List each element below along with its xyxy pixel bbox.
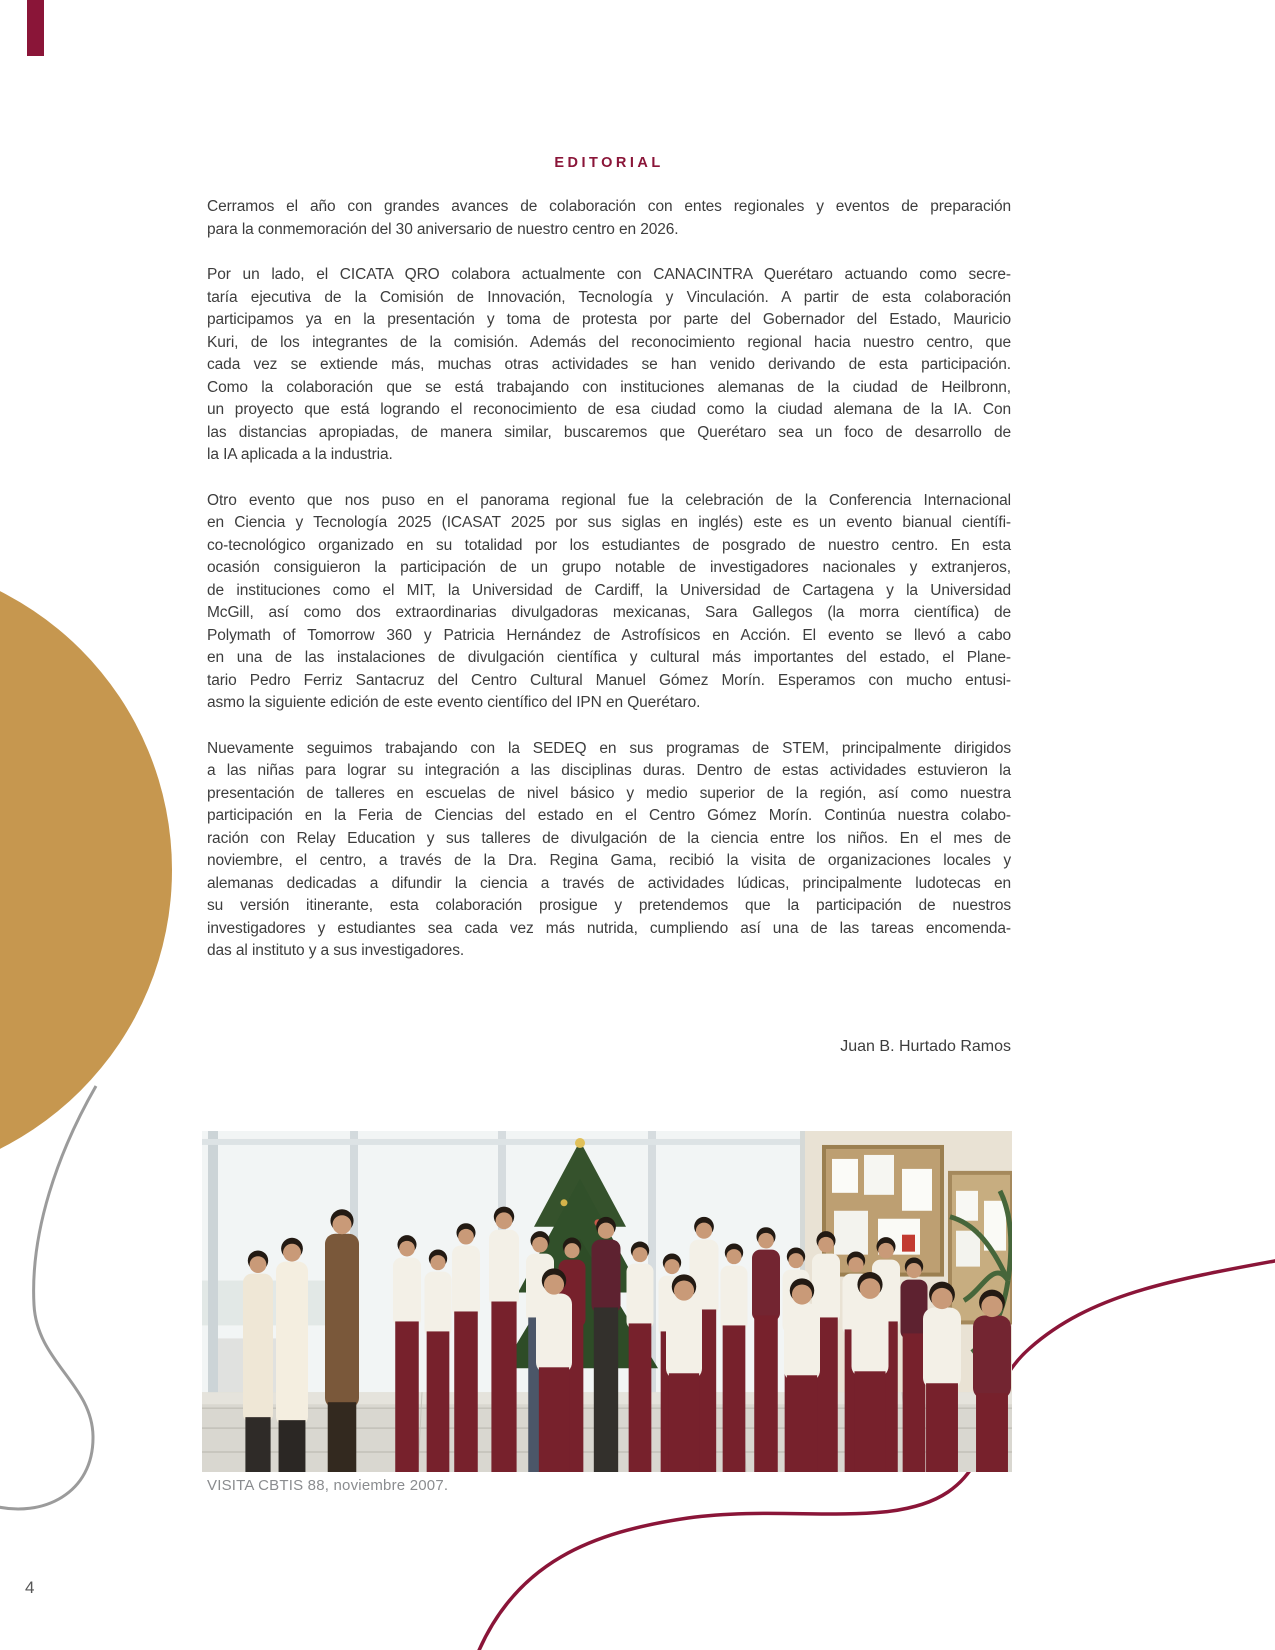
top-accent-bar (27, 0, 44, 56)
signature: Juan B. Hurtado Ramos (840, 1038, 1011, 1055)
paragraph-line: co-tecnológico organizado en su totalidad por los estudiantes de posgrado de nuestro centro. En esta (207, 536, 1011, 554)
paragraph-line: ocasión consiguieron la participación de un grupo notable de investigadores nacionales y extranjeros, (207, 559, 1011, 576)
paragraph-line: en una de las instalaciones de divulgación científica y cultural más importantes del estado, el Plane- (207, 649, 1011, 666)
paragraph-line: asmo la siguiente edición de este evento científico del IPN en Querétaro. (207, 694, 701, 711)
paragraph-line: de instituciones como el MIT, la Universidad de Cardiff, la Universidad de Cartagena y la Universidad (207, 581, 1011, 599)
paragraph-line: taría ejecutiva de la Comisión de Innovación, Tecnología y Vinculación. A partir de esta colaboración (207, 288, 1011, 306)
paragraph-line: Por un lado, el CICATA QRO colabora actualmente con CANACINTRA Querétaro actuando como secre- (207, 266, 1011, 283)
paragraph-line: las distancias apropiadas, de manera similar, buscaremos que Querétaro sea un foco de desarrollo de (207, 423, 1011, 441)
visit-photo (202, 1131, 1012, 1472)
paragraph-line: para la conmemoración del 30 aniversario de nuestro centro en 2026. (207, 220, 679, 238)
paragraph-line: noviembre, el centro, a través de la Dra. Regina Gama, recibió la visita de organizaciones locales y (207, 852, 1011, 869)
paragraph (207, 490, 1011, 715)
paragraph-line: ración con Relay Education y sus talleres de divulgación de la ciencia entre los niños. En el mes de (207, 829, 1011, 847)
window-beam (202, 1139, 822, 1145)
paragraph-line: en Ciencia y Tecnología 2025 (ICASAT 2025 por sus siglas en inglés) este es un evento bianual científi- (207, 514, 1011, 531)
paragraph-line: la IA aplicada a la industria. (207, 446, 393, 463)
paragraph-line: das al instituto y a sus investigadores. (207, 942, 465, 959)
paragraph-line: Cerramos el año con grandes avances de colaboración con entes regionales y eventos de preparación (207, 198, 1011, 215)
paragraph-line: McGill, así como dos extraordinarias divulgadoras mexicanas, Sara Gallegos (la morra científica) de (207, 604, 1011, 621)
page-number: 4 (25, 1578, 35, 1597)
page-title: EDITORIAL (554, 155, 664, 171)
paragraph (207, 196, 1011, 241)
paragraph-line: a las niñas para lograr su integración a las disciplinas duras. Dentro de estas actividades estuvieron la (207, 762, 1011, 779)
editorial-paragraphs (207, 196, 1011, 963)
paragraph-line: Kuri, de los integrantes de la comisión. Además del reconocimiento regional hacia nuestro centro, que (207, 333, 1011, 351)
paragraph-line: presentación de talleres en escuelas de nivel básico y medio superior de la región, así como nuestra (207, 784, 1011, 802)
paragraph-line: Nuevamente seguimos trabajando con la SEDEQ en sus programas de STEM, principalmente dirigidos (207, 739, 1011, 757)
paragraph-line: su versión itinerante, esta colaboración prosigue y pretendemos que la participación de nuestros (207, 897, 1011, 914)
gray-squiggle (0, 1086, 96, 1509)
paragraph-line: Como la colaboración que se está trabajando con instituciones alemanas de la ciudad de Heilbronn, (207, 378, 1011, 396)
paragraph-line: cada vez se extiende más, muchas otras actividades se han venido derivando de esta participación. (207, 356, 1011, 373)
photo-caption: VISITA CBTIS 88, noviembre 2007. (207, 1477, 449, 1494)
red-ornament (902, 1235, 915, 1252)
paragraph-line: Polymath of Tomorrow 360 y Patricia Hernández de Astrofísicos en Acción. El evento se llevó a cabo (207, 626, 1011, 644)
paragraph-line: participamos ya en la presentación y toma de protesta por parte del Gobernador del Estado, Mauricio (207, 311, 1011, 328)
paragraph (207, 738, 1011, 963)
paragraph-line: un proyecto que está logrando el reconocimiento de esa ciudad como la ciudad alemana de la IA. Con (207, 401, 1011, 418)
visit-photo-scene (202, 1131, 1012, 1472)
paragraph (207, 264, 1011, 467)
paragraph-line: investigadores y estudiantes sea cada vez más nutrida, cumpliendo así una de las tareas encomenda- (207, 919, 1011, 937)
paragraph-line: tario Pedro Ferriz Santacruz del Centro Cultural Manuel Gómez Morín. Esperamos con mucho entusi- (207, 671, 1011, 689)
paragraph-line: participación en la Feria de Ciencias del estado en el Centro Gómez Morín. Continúa nuestra colabo- (207, 807, 1011, 824)
editorial-body (207, 196, 1011, 986)
paragraph-line: alemanas dedicadas a difundir la ciencia a través de actividades lúdicas, principalmente ludotecas en (207, 874, 1011, 892)
tan-circle-decoration (0, 558, 172, 1182)
paragraph-line: Otro evento que nos puso en el panorama regional fue la celebración de la Conferencia Internacional (207, 491, 1011, 509)
window-frame (208, 1131, 218, 1430)
